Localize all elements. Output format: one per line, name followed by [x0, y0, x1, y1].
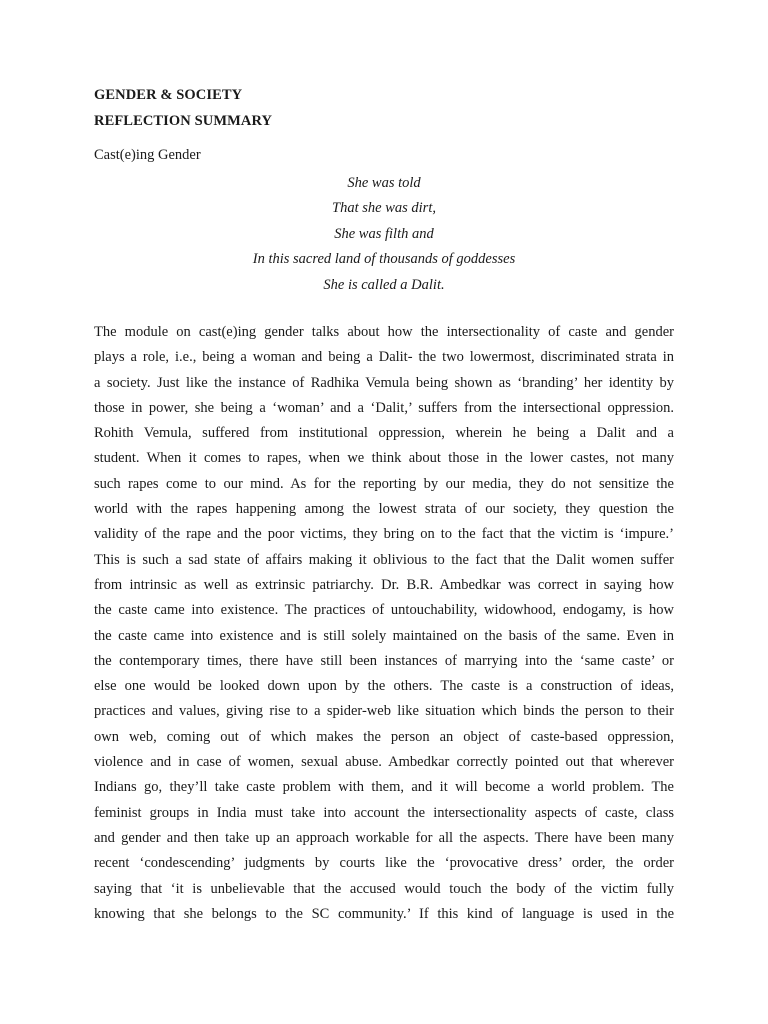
- paragraph-line: the caste came into existence and is still solely maintained on the basis of the same. Even in: [94, 627, 674, 644]
- paragraph-line: violence and in case of women, sexual abuse. Ambedkar correctly pointed out that wherever: [94, 754, 674, 771]
- poem-line: That she was dirt,: [332, 200, 436, 217]
- paragraph-line: knowing that she belongs to the SC community.’ If this kind of language is used in the: [94, 905, 674, 922]
- paragraph-line: else one would be looked down upon by the others. The caste is a construction of ideas,: [94, 678, 674, 695]
- paragraph-line: such rapes come to our mind. As for the reporting by our media, they do not sensitize the: [94, 475, 674, 492]
- paragraph-line: from intrinsic as well as extrinsic patriarchy. Dr. B.R. Ambedkar was correct in saying how: [94, 576, 674, 593]
- body-paragraph: [94, 320, 674, 927]
- summary-heading: REFLECTION SUMMARY: [94, 113, 273, 129]
- paragraph-line: plays a role, i.e., being a woman and being a Dalit- the two lowermost, discriminated strata in: [94, 349, 674, 366]
- paragraph-line: The module on cast(e)ing gender talks about how the intersectionality of caste and gender: [94, 324, 674, 340]
- paragraph-line: Indians go, they’ll take caste problem with them, and it will become a world problem. The: [94, 779, 674, 796]
- paragraph-line: and gender and then take up an approach workable for all the aspects. There have been many: [94, 829, 674, 846]
- paragraph-line: the contemporary times, there have still been instances of marrying into the ‘same caste’ or: [94, 652, 674, 669]
- topic-subtitle: Cast(e)ing Gender: [94, 147, 201, 163]
- paragraph-line: feminist groups in India must take into account the intersectionality aspects of caste, class: [94, 804, 674, 821]
- paragraph-line: those in power, she being a ‘woman’ and a ‘Dalit,’ suffers from the intersectional oppression.: [94, 399, 674, 416]
- poem-line: She was filth and: [334, 225, 434, 242]
- poem-block: [94, 171, 674, 298]
- paragraph-line: This is such a sad state of affairs making it oblivious to the fact that the Dalit women suffer: [94, 551, 674, 568]
- paragraph-line: the caste came into existence. The practices of untouchability, widowhood, endogamy, is how: [94, 602, 674, 619]
- course-heading: GENDER & SOCIETY: [94, 87, 243, 103]
- paragraph-line: saying that ‘it is unbelievable that the accused would touch the body of the victim fully: [94, 880, 674, 897]
- paragraph-line: validity of the rape and the poor victims, they bring on to the fact that the victim is ‘impure.’: [94, 526, 674, 543]
- paragraph-line: practices and values, giving rise to a spider-web like situation which binds the person to their: [94, 703, 674, 720]
- paragraph-line: world with the rapes happening among the lowest strata of our society, they question the: [94, 501, 674, 518]
- paragraph-line: recent ‘condescending’ judgments by courts like the ‘provocative dress’ order, the order: [94, 855, 674, 872]
- paragraph-line: student. When it comes to rapes, when we think about those in the lower castes, not many: [94, 450, 674, 467]
- poem-line: She was told: [347, 175, 421, 191]
- paragraph-line: a society. Just like the instance of Radhika Vemula being shown as ‘branding’ her identity by: [94, 374, 674, 391]
- paragraph-line: own web, coming out of which makes the person an object of caste-based oppression,: [94, 728, 674, 745]
- poem-line: She is called a Dalit.: [323, 276, 445, 293]
- poem-line: In this sacred land of thousands of goddesses: [252, 251, 516, 268]
- paragraph-line: Rohith Vemula, suffered from institutional oppression, wherein he being a Dalit and a: [94, 425, 674, 442]
